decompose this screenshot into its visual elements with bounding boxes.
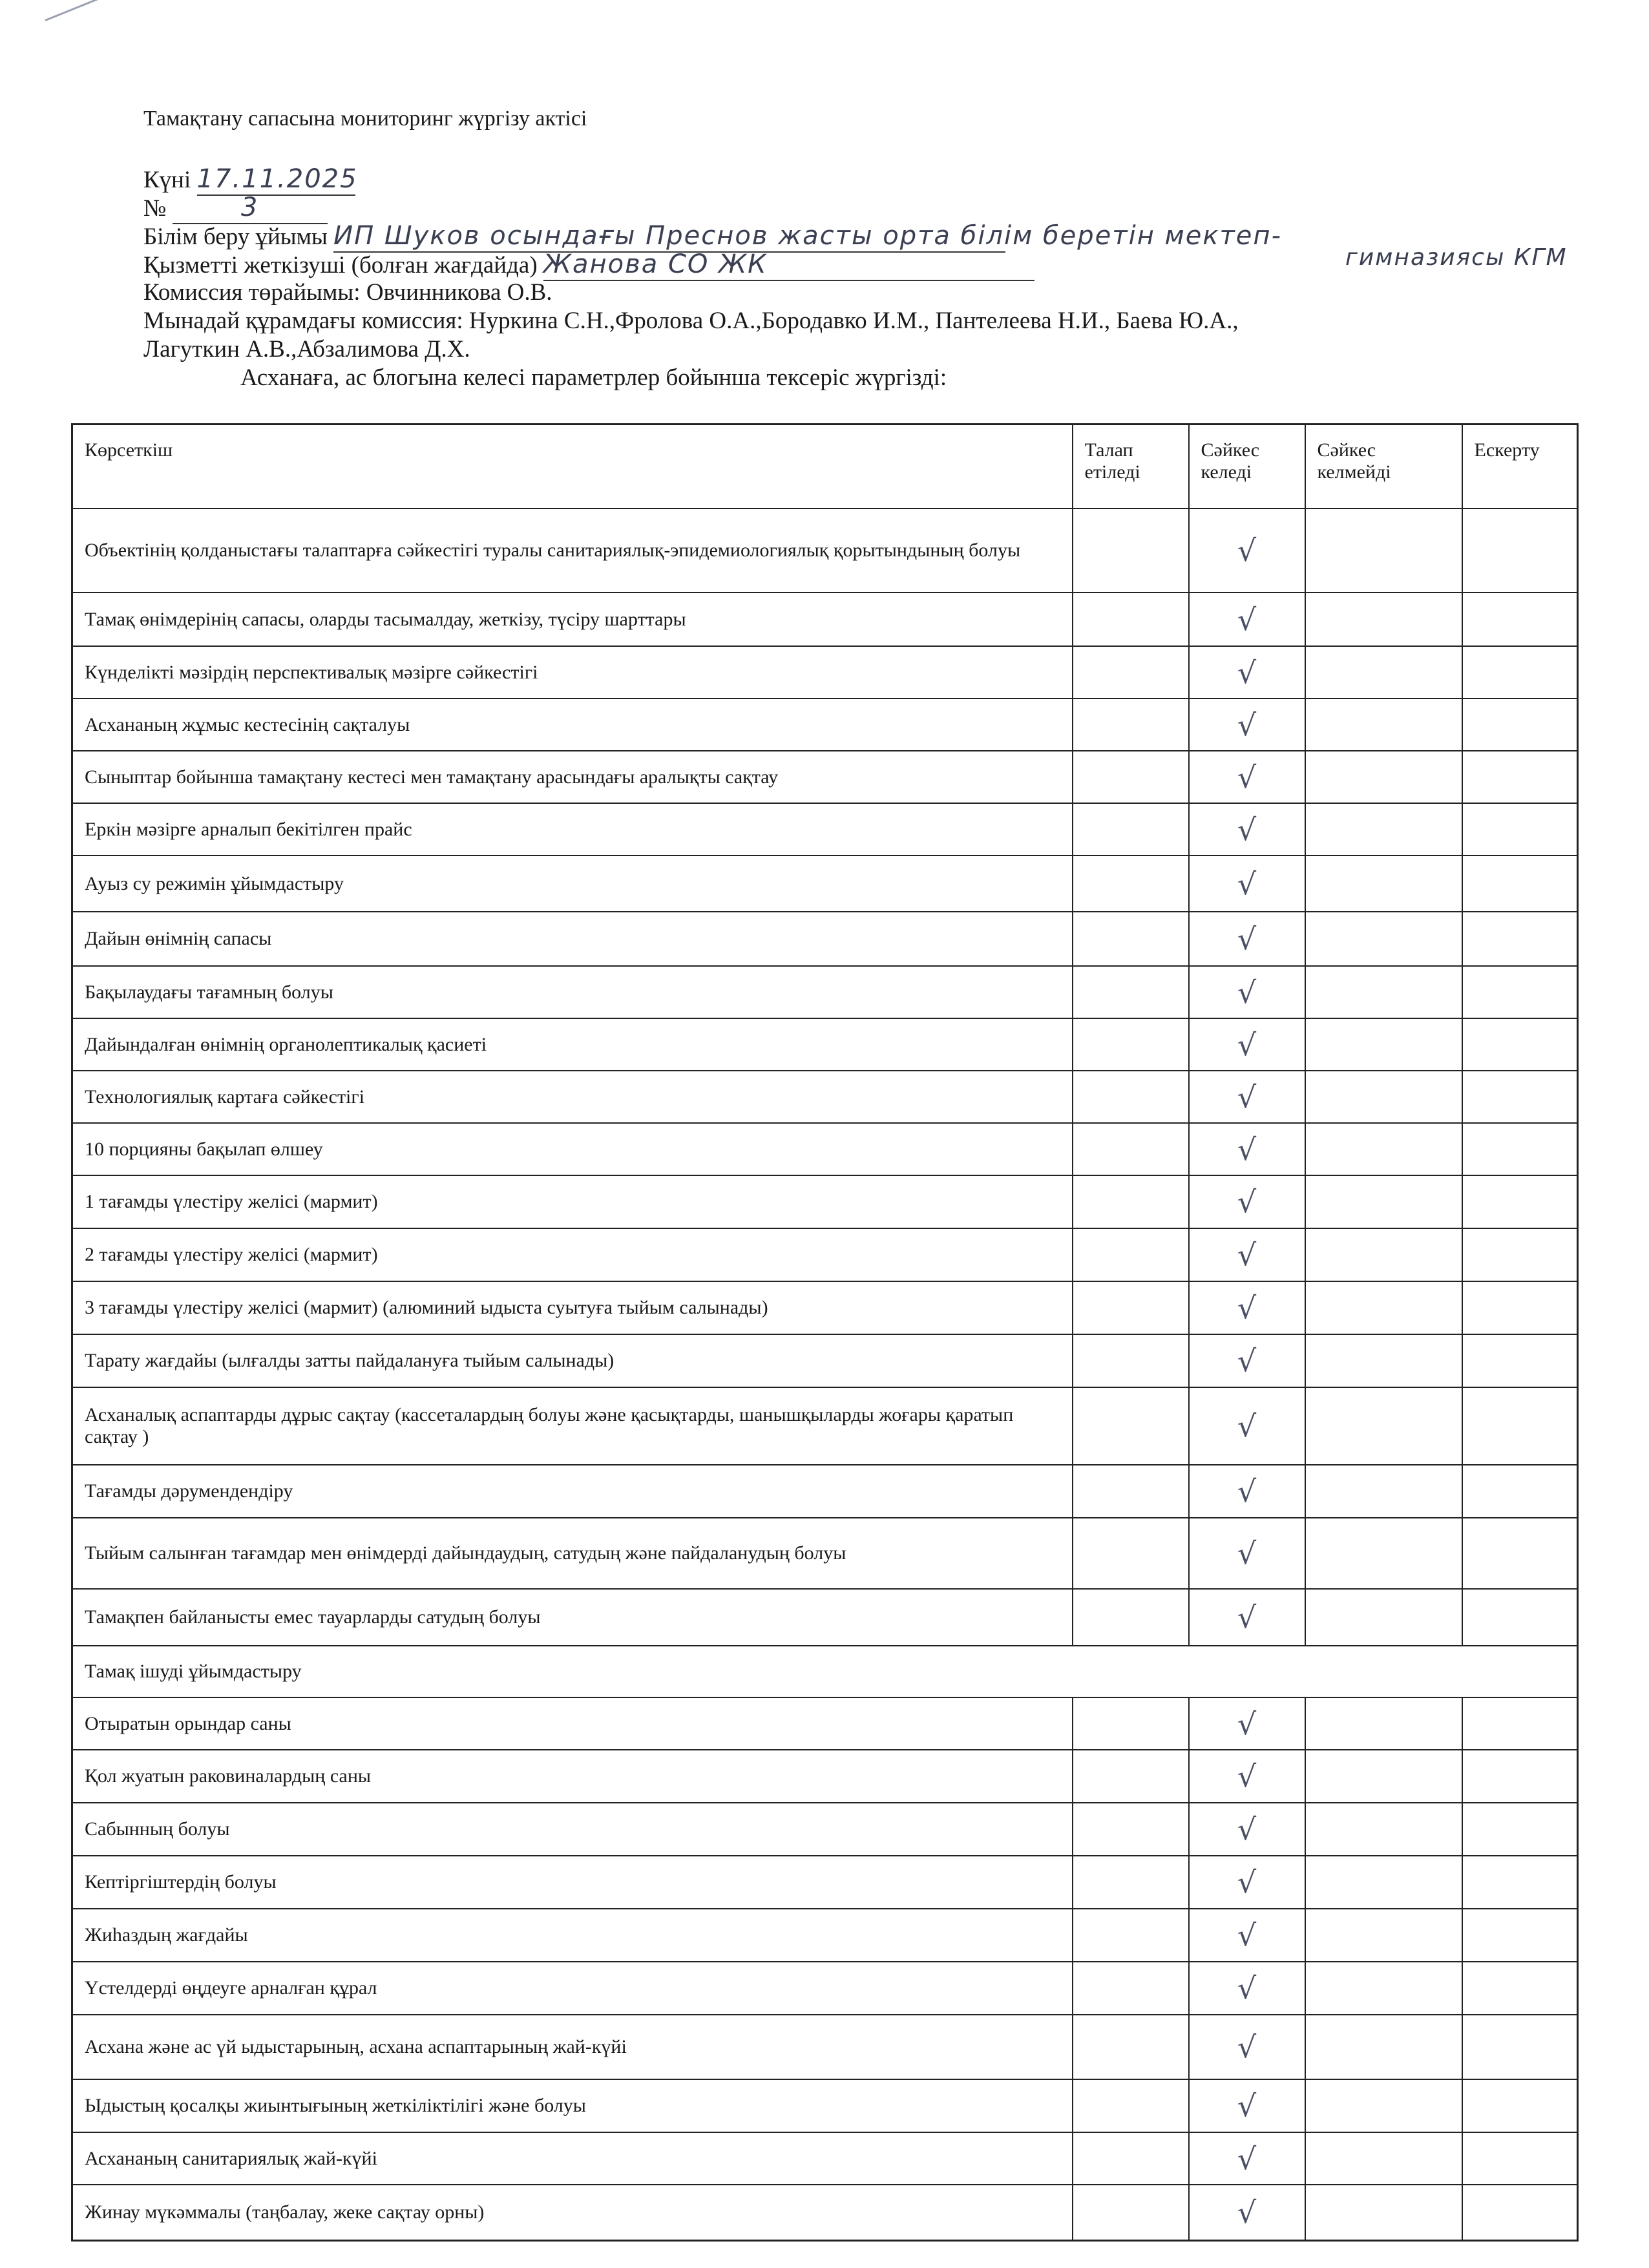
noncompliant-cell — [1305, 698, 1462, 751]
noncompliant-cell — [1305, 1750, 1462, 1803]
chair-line: Комиссия төрайымы: Овчинникова О.В. — [143, 279, 552, 306]
check-mark: √ — [1237, 921, 1257, 956]
table-row — [72, 1750, 1578, 1803]
column-header-note: Ескерту — [1462, 425, 1578, 509]
check-mark: √ — [1237, 1536, 1257, 1571]
supplier-value: Жанова СО ЖК — [543, 249, 768, 279]
organization-label: Білім беру ұйымы — [143, 224, 328, 250]
noncompliant-cell — [1305, 646, 1462, 698]
indicator-cell: 3 тағамды үлестіру желісі (мармит) (алюминий ыдыста суытуға тыйым салынады) — [72, 1281, 1073, 1334]
note-cell — [1462, 509, 1578, 593]
table-row — [72, 856, 1578, 912]
inspection-table — [71, 423, 1579, 2242]
table-row — [72, 1071, 1578, 1123]
required-cell — [1073, 1962, 1189, 2015]
note-cell — [1462, 2185, 1578, 2240]
check-mark: √ — [1237, 1079, 1257, 1115]
table-row — [72, 509, 1578, 593]
compliant-cell — [1189, 1123, 1305, 1175]
note-cell — [1462, 1750, 1578, 1803]
table-row — [72, 966, 1578, 1018]
note-cell — [1462, 1856, 1578, 1909]
compliant-cell — [1189, 912, 1305, 966]
table-row — [72, 1909, 1578, 1962]
check-mark: √ — [1237, 1759, 1257, 1794]
noncompliant-cell — [1305, 1071, 1462, 1123]
required-cell — [1073, 1387, 1189, 1465]
note-cell — [1462, 1018, 1578, 1071]
note-cell — [1462, 1962, 1578, 2015]
table-row — [72, 1123, 1578, 1175]
compliant-cell — [1189, 803, 1305, 856]
indicator-cell: Ыдыстың қосалқы жиынтығының жеткіліктілігі және болуы — [72, 2079, 1073, 2132]
required-cell — [1073, 2185, 1189, 2240]
note-cell — [1462, 856, 1578, 912]
check-mark: √ — [1237, 1918, 1257, 1953]
check-mark: √ — [1237, 655, 1257, 690]
indicator-cell: Отыратын орындар саны — [72, 1697, 1073, 1750]
noncompliant-cell — [1305, 1803, 1462, 1856]
required-cell — [1073, 1228, 1189, 1281]
indicator-cell: Жиһаздың жағдайы — [72, 1909, 1073, 1962]
check-mark: √ — [1237, 1027, 1257, 1062]
indicator-cell: Тыйым салынған тағамдар мен өнімдерді дайындаудың, сатудың және пайдаланудың болуы — [72, 1518, 1073, 1589]
compliant-cell — [1189, 1071, 1305, 1123]
noncompliant-cell — [1305, 1281, 1462, 1334]
noncompliant-cell — [1305, 1518, 1462, 1589]
required-cell — [1073, 751, 1189, 803]
column-header-noncompliant: Сәйкес келмейді — [1305, 425, 1462, 509]
check-mark: √ — [1237, 2194, 1257, 2230]
check-mark: √ — [1237, 533, 1257, 568]
note-cell — [1462, 966, 1578, 1018]
organization-field — [333, 221, 1282, 253]
noncompliant-cell — [1305, 1589, 1462, 1646]
required-cell — [1073, 856, 1189, 912]
check-mark: √ — [1237, 1865, 1257, 1900]
note-cell — [1462, 1465, 1578, 1518]
noncompliant-cell — [1305, 1962, 1462, 2015]
noncompliant-cell — [1305, 2079, 1462, 2132]
indicator-cell: Объектінің қолданыстағы талаптарға сәйкестігі туралы санитариялық-эпидемиологиялық қорытындының болуы — [72, 509, 1073, 593]
noncompliant-cell — [1305, 751, 1462, 803]
members-line-2: Лагуткин А.В.,Абзалимова Д.Х. — [143, 336, 470, 362]
compliant-cell — [1189, 1803, 1305, 1856]
noncompliant-cell — [1305, 2185, 1462, 2240]
table-row — [72, 2185, 1578, 2240]
required-cell — [1073, 1909, 1189, 1962]
indicator-cell: Асхананың жұмыс кестесінің сақталуы — [72, 698, 1073, 751]
noncompliant-cell — [1305, 803, 1462, 856]
compliant-cell — [1189, 2015, 1305, 2079]
note-cell — [1462, 698, 1578, 751]
table-row — [72, 1018, 1578, 1071]
indicator-cell: Үстелдерді өңдеуге арналған құрал — [72, 1962, 1073, 2015]
noncompliant-cell — [1305, 2132, 1462, 2185]
required-cell — [1073, 698, 1189, 751]
indicator-cell: Бақылаудағы тағамның болуы — [72, 966, 1073, 1018]
note-cell — [1462, 1909, 1578, 1962]
table-row — [72, 1281, 1578, 1334]
check-mark: √ — [1237, 974, 1257, 1010]
compliant-cell — [1189, 2132, 1305, 2185]
indicator-cell: Еркін мәзірге арналып бекітілген прайс — [72, 803, 1073, 856]
compliant-cell — [1189, 509, 1305, 593]
noncompliant-cell — [1305, 1465, 1462, 1518]
column-header-required: Талап етіледі — [1073, 425, 1189, 509]
required-cell — [1073, 1697, 1189, 1750]
compliant-cell — [1189, 1387, 1305, 1465]
note-cell — [1462, 1697, 1578, 1750]
compliant-cell — [1189, 1589, 1305, 1646]
compliant-cell — [1189, 1856, 1305, 1909]
check-mark: √ — [1237, 759, 1257, 795]
note-cell — [1462, 1123, 1578, 1175]
noncompliant-cell — [1305, 509, 1462, 593]
required-cell — [1073, 1175, 1189, 1228]
table-row — [72, 1518, 1578, 1589]
intro-text: Асханаға, ас блогына келесі параметрлер бойынша тексеріс жүргізді: — [240, 364, 947, 391]
required-cell — [1073, 1803, 1189, 1856]
required-cell — [1073, 1856, 1189, 1909]
document-title: Тамақтану сапасына мониторинг жүргізу актісі — [143, 107, 587, 131]
table-row — [72, 1697, 1578, 1750]
required-cell — [1073, 1123, 1189, 1175]
date-label: Күні — [143, 167, 191, 193]
date-value: 17.11.2025 — [196, 164, 358, 194]
table-row — [72, 593, 1578, 646]
compliant-cell — [1189, 1909, 1305, 1962]
check-mark: √ — [1237, 1409, 1257, 1444]
table-row — [72, 1856, 1578, 1909]
note-cell — [1462, 593, 1578, 646]
check-mark: √ — [1237, 866, 1257, 901]
check-mark: √ — [1237, 2141, 1257, 2176]
noncompliant-cell — [1305, 593, 1462, 646]
number-label: № — [143, 195, 167, 222]
compliant-cell — [1189, 1962, 1305, 2015]
compliant-cell — [1189, 1465, 1305, 1518]
check-mark: √ — [1237, 707, 1257, 742]
date-field — [196, 164, 358, 196]
required-cell — [1073, 509, 1189, 593]
indicator-cell: Тамақ өнімдерінің сапасы, оларды тасымалдау, жеткізу, түсіру шарттары — [72, 593, 1073, 646]
noncompliant-cell — [1305, 2015, 1462, 2079]
column-header-compliant: Сәйкес келеді — [1189, 425, 1305, 509]
compliant-cell — [1189, 1018, 1305, 1071]
required-cell — [1073, 1589, 1189, 1646]
table-header-row — [72, 425, 1578, 509]
table-row — [72, 803, 1578, 856]
required-cell — [1073, 1334, 1189, 1387]
table-row — [72, 1175, 1578, 1228]
indicator-cell: Асхананың санитариялық жай-күйі — [72, 2132, 1073, 2185]
check-mark: √ — [1237, 812, 1257, 847]
table-row — [72, 1803, 1578, 1856]
note-cell — [1462, 1071, 1578, 1123]
required-cell — [1073, 1750, 1189, 1803]
required-cell — [1073, 646, 1189, 698]
note-cell — [1462, 1281, 1578, 1334]
required-cell — [1073, 912, 1189, 966]
compliant-cell — [1189, 966, 1305, 1018]
table-row — [72, 1465, 1578, 1518]
table-row — [72, 1589, 1578, 1646]
indicator-cell: Қол жуатын раковиналардың саны — [72, 1750, 1073, 1803]
required-cell — [1073, 966, 1189, 1018]
noncompliant-cell — [1305, 1018, 1462, 1071]
required-cell — [1073, 1518, 1189, 1589]
organization-value: ИП Шуков осындағы Преснов жасты орта білім беретін мектеп- — [333, 221, 1282, 251]
noncompliant-cell — [1305, 1909, 1462, 1962]
required-cell — [1073, 1465, 1189, 1518]
compliant-cell — [1189, 698, 1305, 751]
indicator-cell: 10 порцияны бақылап өлшеу — [72, 1123, 1073, 1175]
note-cell — [1462, 1175, 1578, 1228]
required-cell — [1073, 593, 1189, 646]
scan-pen-mark — [45, 0, 129, 21]
noncompliant-cell — [1305, 1123, 1462, 1175]
check-mark: √ — [1237, 1706, 1257, 1741]
compliant-cell — [1189, 751, 1305, 803]
required-cell — [1073, 1281, 1189, 1334]
check-mark: √ — [1237, 1237, 1257, 1272]
noncompliant-cell — [1305, 856, 1462, 912]
required-cell — [1073, 2132, 1189, 2185]
indicator-cell: 1 тағамды үлестіру желісі (мармит) — [72, 1175, 1073, 1228]
supplier-label: Қызметті жеткізуші (болған жағдайда) — [143, 252, 538, 278]
indicator-cell: Күнделікті мәзірдің перспективалық мәзірге сәйкестігі — [72, 646, 1073, 698]
check-mark: √ — [1237, 602, 1257, 637]
table-row — [72, 2132, 1578, 2185]
note-cell — [1462, 912, 1578, 966]
check-mark: √ — [1237, 1290, 1257, 1325]
section-label: Тамақ ішуді ұйымдастыру — [72, 1646, 1578, 1697]
table-row — [72, 912, 1578, 966]
compliant-cell — [1189, 2185, 1305, 2240]
required-cell — [1073, 2015, 1189, 2079]
note-cell — [1462, 1589, 1578, 1646]
check-mark: √ — [1237, 1131, 1257, 1167]
table-row — [72, 1228, 1578, 1281]
note-cell — [1462, 751, 1578, 803]
document-header — [143, 107, 1597, 392]
check-mark: √ — [1237, 1343, 1257, 1378]
note-cell — [1462, 1387, 1578, 1465]
indicator-cell: Дайын өнімнің сапасы — [72, 912, 1073, 966]
noncompliant-cell — [1305, 1387, 1462, 1465]
note-cell — [1462, 2015, 1578, 2079]
compliant-cell — [1189, 856, 1305, 912]
indicator-cell: Сыныптар бойынша тамақтану кестесі мен тамақтану арасындағы аралықты сақтау — [72, 751, 1073, 803]
required-cell — [1073, 803, 1189, 856]
compliant-cell — [1189, 1334, 1305, 1387]
noncompliant-cell — [1305, 1856, 1462, 1909]
number-field — [173, 193, 328, 224]
table-row — [72, 698, 1578, 751]
note-cell — [1462, 1228, 1578, 1281]
check-mark: √ — [1237, 1971, 1257, 2006]
indicator-cell: 2 тағамды үлестіру желісі (мармит) — [72, 1228, 1073, 1281]
supplier-field — [543, 250, 1035, 281]
noncompliant-cell — [1305, 912, 1462, 966]
table-row — [72, 1962, 1578, 2015]
note-cell — [1462, 2079, 1578, 2132]
noncompliant-cell — [1305, 1175, 1462, 1228]
number-value: 3 — [240, 193, 259, 222]
compliant-cell — [1189, 1697, 1305, 1750]
supplier-line — [143, 244, 1597, 279]
indicator-cell: Асханалық аспаптарды дұрыс сақтау (кассеталардың болуы және қасықтарды, шанышқыларды жоғары қаратып сақтау ) — [72, 1387, 1073, 1465]
compliant-cell — [1189, 646, 1305, 698]
organization-value-continued: гимназиясы КГМ — [1345, 244, 1568, 271]
indicator-cell: Жинау мүкәммалы (таңбалау, жеке сақтау орны) — [72, 2185, 1073, 2240]
compliant-cell — [1189, 1175, 1305, 1228]
indicator-cell: Тамақпен байланысты емес тауарларды сатудың болуы — [72, 1589, 1073, 1646]
required-cell — [1073, 1018, 1189, 1071]
compliant-cell — [1189, 593, 1305, 646]
check-mark: √ — [1237, 1184, 1257, 1219]
check-mark: √ — [1237, 1600, 1257, 1635]
noncompliant-cell — [1305, 1228, 1462, 1281]
compliant-cell — [1189, 1281, 1305, 1334]
note-cell — [1462, 1518, 1578, 1589]
indicator-cell: Дайындалған өнімнің органолептикалық қасиеті — [72, 1018, 1073, 1071]
members-line-1: Мынадай құрамдағы комиссия: Нуркина С.Н.,Фролова О.А.,Бородавко И.М., Пантелеева Н.И., Баева Ю.А., — [143, 308, 1239, 334]
compliant-cell — [1189, 2079, 1305, 2132]
indicator-cell: Ауыз су режимін ұйымдастыру — [72, 856, 1073, 912]
indicator-cell: Асхана және ас үй ыдыстарының, асхана аспаптарының жай-күйі — [72, 2015, 1073, 2079]
table-row — [72, 2079, 1578, 2132]
check-mark: √ — [1237, 1474, 1257, 1509]
column-header-indicator: Көрсеткіш — [72, 425, 1073, 509]
indicator-cell: Тарату жағдайы (ылғалды затты пайдалануға тыйым салынады) — [72, 1334, 1073, 1387]
check-mark: √ — [1237, 2030, 1257, 2064]
compliant-cell — [1189, 1518, 1305, 1589]
table-row — [72, 751, 1578, 803]
required-cell — [1073, 2079, 1189, 2132]
table-row — [72, 2015, 1578, 2079]
noncompliant-cell — [1305, 1697, 1462, 1750]
table-row — [72, 1334, 1578, 1387]
required-cell — [1073, 1071, 1189, 1123]
date-line — [143, 165, 1597, 193]
note-cell — [1462, 803, 1578, 856]
note-cell — [1462, 1334, 1578, 1387]
table-row — [72, 646, 1578, 698]
indicator-cell: Тағамды дәрумендендіру — [72, 1465, 1073, 1518]
check-mark: √ — [1237, 2088, 1257, 2123]
compliant-cell — [1189, 1228, 1305, 1281]
section-row — [72, 1646, 1578, 1697]
check-mark: √ — [1237, 1812, 1257, 1847]
indicator-cell: Технологиялық картаға сәйкестігі — [72, 1071, 1073, 1123]
note-cell — [1462, 2132, 1578, 2185]
noncompliant-cell — [1305, 966, 1462, 1018]
table-row — [72, 1387, 1578, 1465]
note-cell — [1462, 1803, 1578, 1856]
number-line — [143, 193, 1597, 222]
note-cell — [1462, 646, 1578, 698]
indicator-cell: Кептіргіштердің болуы — [72, 1856, 1073, 1909]
noncompliant-cell — [1305, 1334, 1462, 1387]
indicator-cell: Сабынның болуы — [72, 1803, 1073, 1856]
compliant-cell — [1189, 1750, 1305, 1803]
